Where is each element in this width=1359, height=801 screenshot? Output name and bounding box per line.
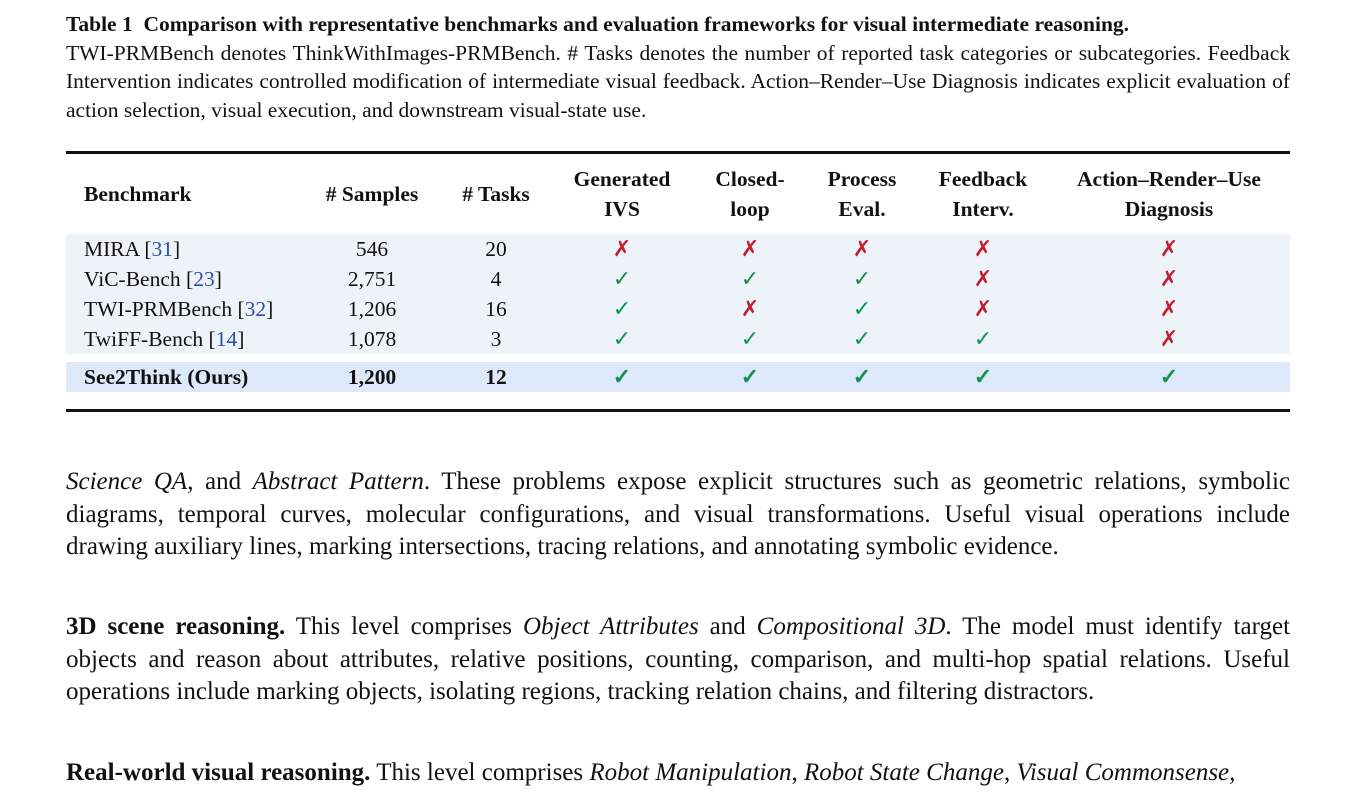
table-row [66, 324, 1290, 354]
samples-cell: 546 [355, 237, 389, 261]
table-caption [66, 10, 1290, 124]
caption-title: Comparison with representative benchmarks and evaluation frameworks for visual intermediate reasoning. [143, 12, 1130, 36]
paragraph-heading: Real-world visual reasoning. [66, 759, 371, 786]
cross-icon: ✗ [973, 266, 993, 291]
cross-icon: ✗ [740, 236, 760, 261]
samples-cell: 2,751 [347, 267, 397, 291]
tasks-cell: 16 [485, 297, 507, 321]
header-generated-ivs: Generated IVS [573, 167, 671, 221]
header-feedback-interv: Feedback Interv. [938, 167, 1028, 221]
check-icon: ✓ [1048, 362, 1290, 392]
cross-icon: ✗ [612, 236, 632, 261]
benchmark-name: TWI-PRMBench [32] [84, 297, 274, 321]
header-process-eval: Process Eval. [827, 167, 897, 221]
body-paragraph-3d-scene: 3D scene reasoning. This level comprises Object Attributes and Compositional 3D. The model must identify target objects and reason about attributes, relative positions, counting, comparison, and multi-hop spatial relations. Useful operations include marking objects, isolating regions, tracking relation chains, and filtering distractors. [66, 613, 1291, 705]
cross-icon: ✗ [1159, 236, 1179, 261]
header-aru-diagnosis: Action–Render–Use Diagnosis [1077, 167, 1261, 221]
header-tasks: # Tasks [462, 182, 530, 206]
benchmark-name: MIRA [31] [84, 237, 181, 261]
table-row [66, 264, 1290, 294]
cross-icon: ✗ [1159, 296, 1179, 321]
header-samples: # Samples [325, 182, 419, 206]
cross-icon: ✗ [740, 296, 760, 321]
cross-icon: ✗ [973, 236, 993, 261]
tasks-cell: 4 [490, 267, 502, 291]
check-icon: ✓ [918, 362, 1048, 392]
body-paragraph-real-world: Real-world visual reasoning. This level comprises Robot Manipulation, Robot State Change, Visual Commonsense, [66, 759, 1236, 786]
cross-icon: ✗ [1159, 266, 1179, 291]
table-row [66, 234, 1290, 264]
cross-icon: ✗ [1159, 326, 1179, 351]
comparison-table [66, 160, 1290, 392]
check-icon: ✓ [806, 362, 918, 392]
check-icon: ✓ [694, 362, 806, 392]
caption-label: Table 1 [66, 12, 133, 36]
samples-cell: 1,206 [347, 297, 397, 321]
table-header-row [66, 160, 1290, 228]
table-top-rule [66, 151, 1290, 154]
tasks-cell: 20 [485, 237, 507, 261]
citation-link[interactable]: 23 [193, 267, 215, 291]
caption-body: TWI-PRMBench denotes ThinkWithImages-PRMBench. # Tasks denotes the number of reported task categories or subcategories. Feedback Intervention indicates controlled modification of intermediate visual feedback. Action–Render–Use Diagnosis indicates explicit evaluation of action selection, visual execution, and downstream visual-state use. [66, 40, 1290, 122]
check-icon: ✓ [740, 326, 760, 351]
samples-cell: 1,078 [347, 327, 397, 351]
samples-cell: 1,200 [302, 362, 442, 392]
benchmark-name: ViC-Bench [23] [84, 267, 222, 291]
cross-icon: ✗ [973, 296, 993, 321]
cross-icon: ✗ [852, 236, 872, 261]
check-icon: ✓ [612, 296, 632, 321]
citation-link[interactable]: 14 [215, 327, 238, 351]
check-icon: ✓ [852, 296, 872, 321]
check-icon: ✓ [852, 326, 872, 351]
tasks-cell: 3 [490, 327, 502, 351]
check-icon: ✓ [973, 326, 993, 351]
header-benchmark: Benchmark [84, 182, 192, 206]
benchmark-name: See2Think (Ours) [66, 362, 302, 392]
body-paragraph-1: Science QA, and Abstract Pattern. These problems expose explicit structures such as geometric relations, symbolic diagrams, temporal curves, molecular configurations, and visual transformations. Useful visual operations include drawing auxiliary lines, marking intersections, tracing relations, and annotating symbolic evidence. [66, 468, 1290, 560]
benchmark-name: TwiFF-Bench [14] [84, 327, 245, 351]
citation-link[interactable]: 31 [151, 237, 174, 261]
check-icon: ✓ [612, 266, 632, 291]
header-closed-loop: Closed- loop [715, 167, 785, 221]
table-bottom-rule [66, 409, 1290, 412]
check-icon: ✓ [612, 326, 632, 351]
tasks-cell: 12 [442, 362, 550, 392]
table-row [66, 294, 1290, 324]
table-row-ours [66, 362, 1290, 392]
check-icon: ✓ [852, 266, 872, 291]
check-icon: ✓ [740, 266, 760, 291]
check-icon: ✓ [550, 362, 694, 392]
paragraph-heading: 3D scene reasoning. [66, 613, 286, 640]
citation-link[interactable]: 32 [244, 297, 267, 321]
